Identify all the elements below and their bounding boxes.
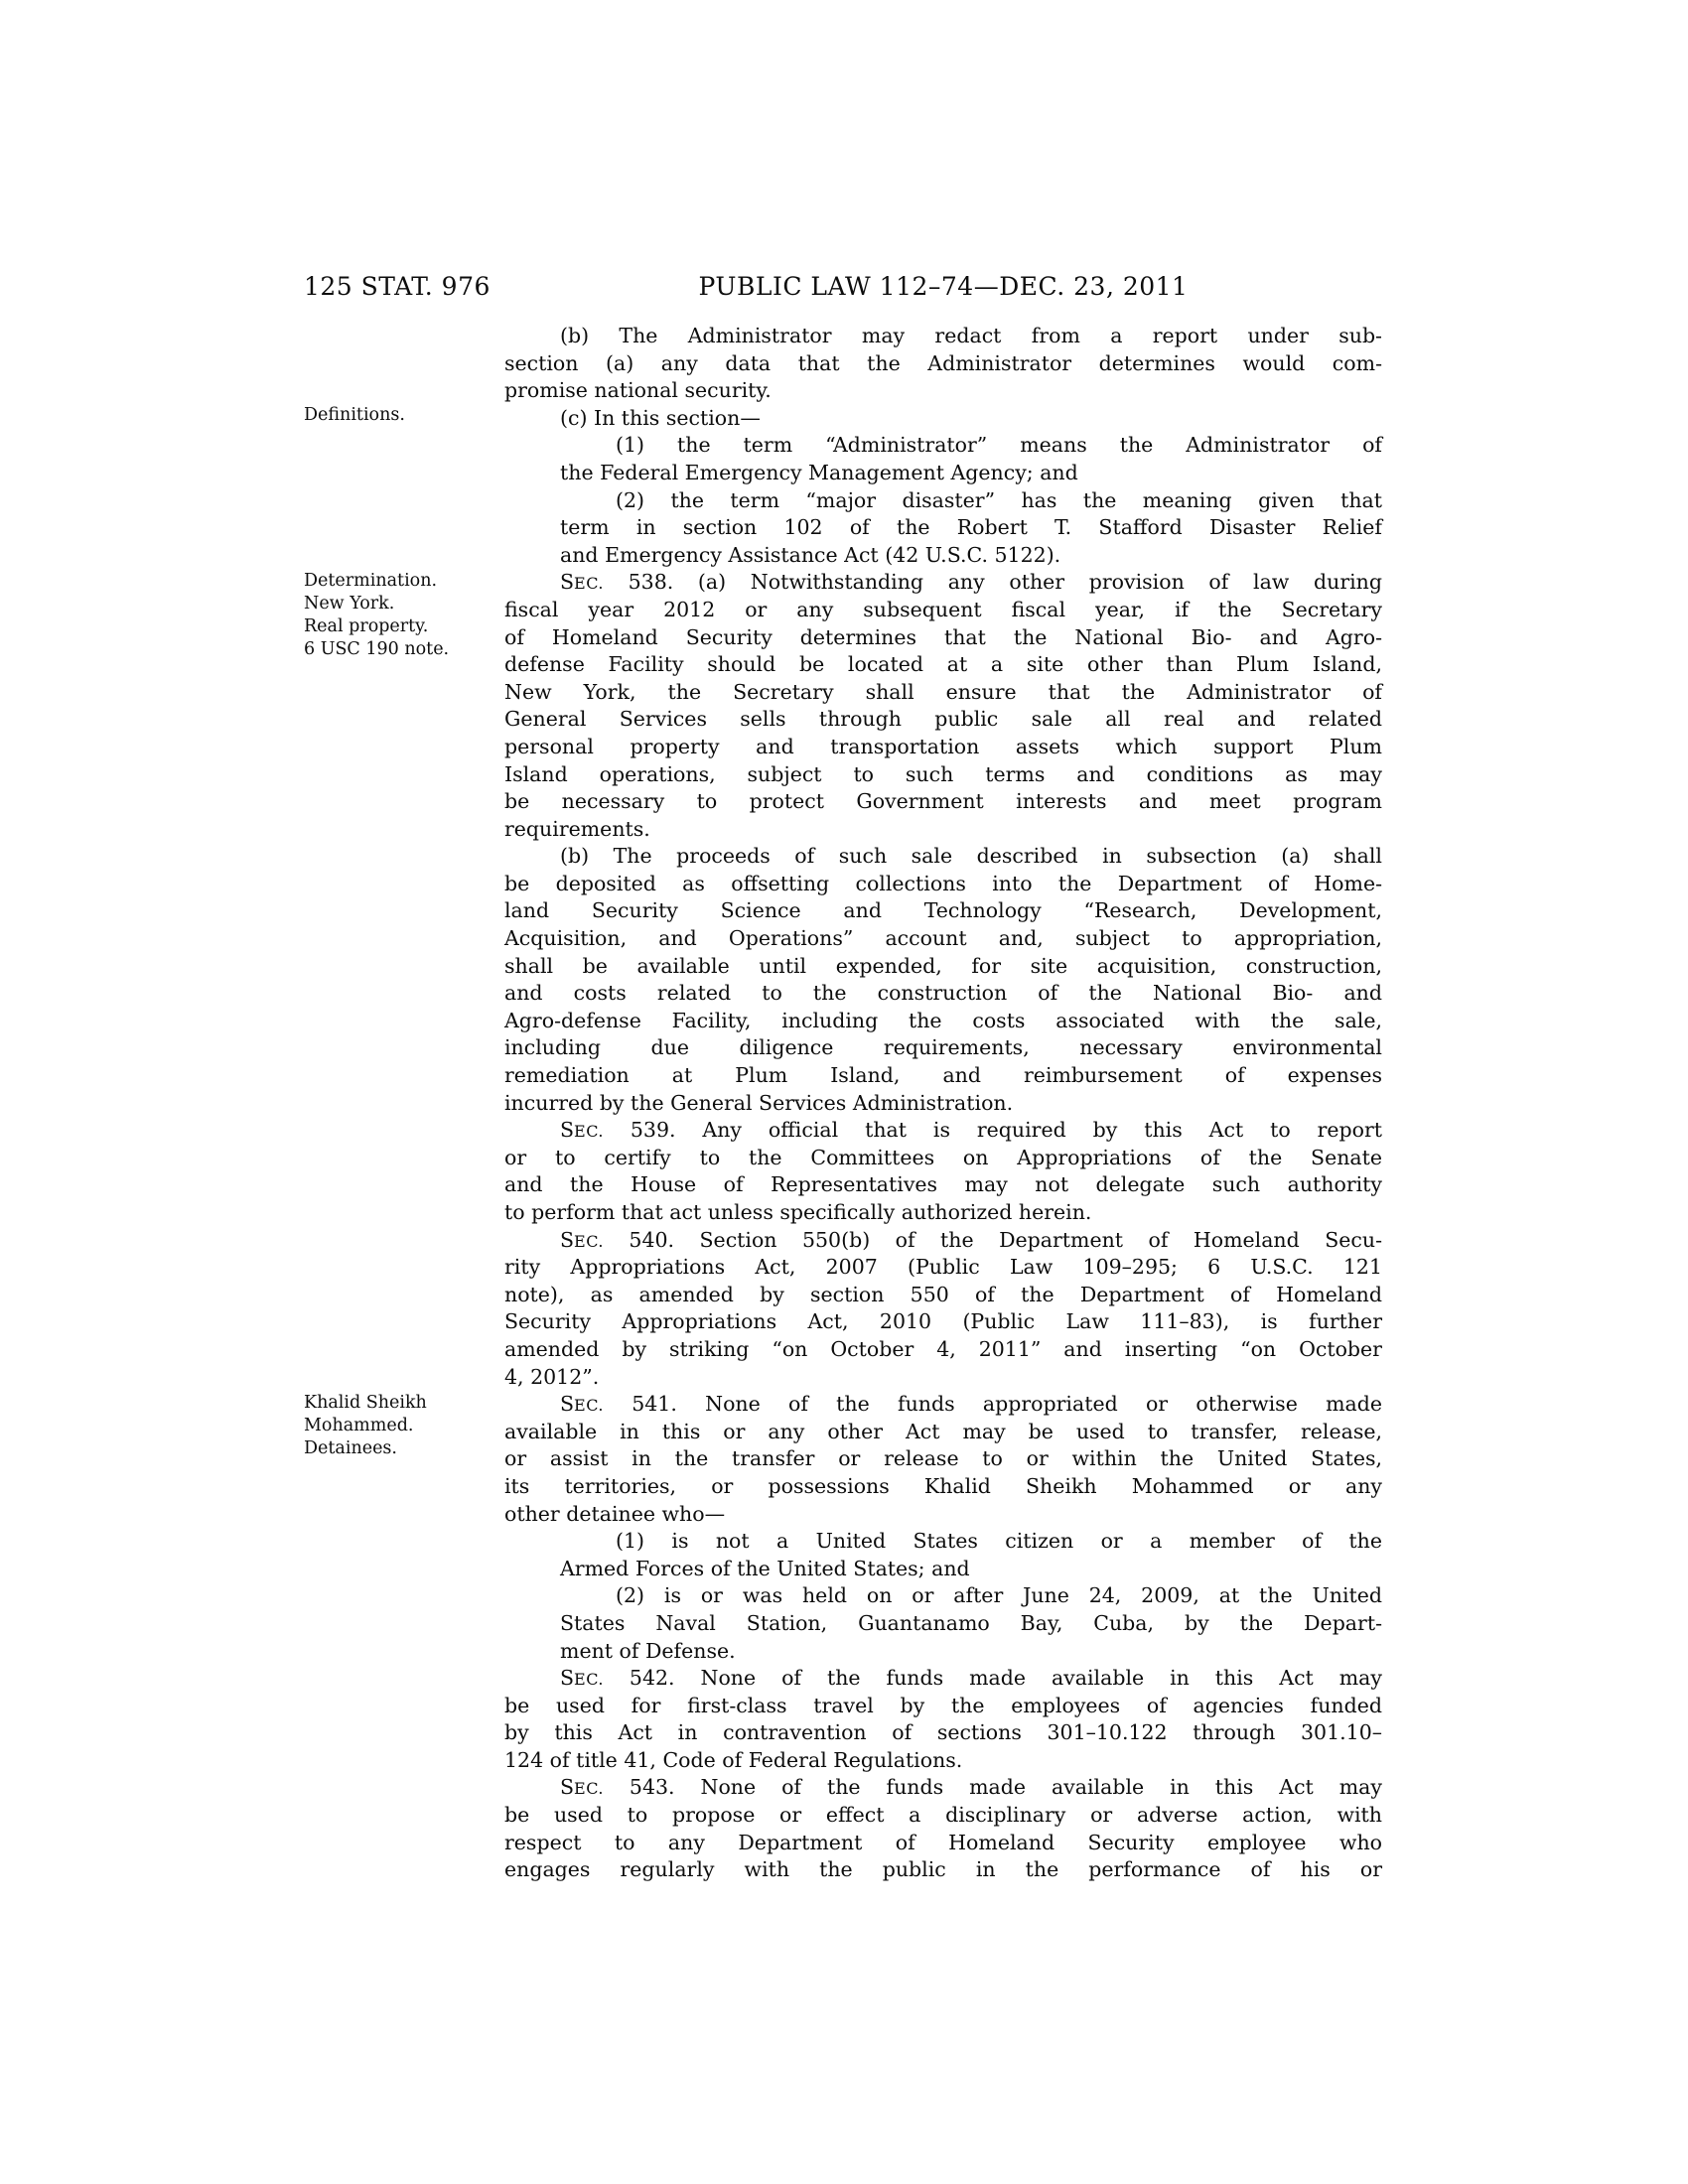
text-line: rity Appropriations Act, 2007 (Public Law 109–295; 6 U.S.C. 121 xyxy=(504,1255,1382,1280)
margin-note-line: Khalid Sheikh xyxy=(304,1393,427,1413)
section-label: EC. xyxy=(574,574,604,594)
text-line: Armed Forces of the United States; and xyxy=(560,1556,970,1580)
text-line: SEC. 538. (a) Notwithstanding any other provision of law during xyxy=(560,570,1382,595)
text-line: New York, the Secretary shall ensure that the Administrator of xyxy=(504,679,1382,704)
text-line: (1) is not a United States citizen or a member of the xyxy=(616,1529,1382,1554)
text-line: (b) The proceeds of such sale described in subsection (a) shall xyxy=(560,844,1382,869)
margin-note-determination xyxy=(304,570,497,661)
text-line: by this Act in contravention of sections 301–10.122 through 301.10– xyxy=(504,1720,1382,1745)
text-line: shall be available until expended, for site acquisition, construction, xyxy=(504,953,1382,978)
text-line: respect to any Department of Homeland Security employee who xyxy=(504,1830,1382,1854)
text-line: (1) the term “Administrator” means the Administrator of xyxy=(616,433,1382,458)
text-line: section (a) any data that the Administrator determines would com- xyxy=(504,350,1382,375)
text-line: SEC. 542. None of the funds made available in this Act may xyxy=(560,1666,1382,1691)
text-line: Acquisition, and Operations” account and, subject to appropriation, xyxy=(504,926,1382,951)
text-line: incurred by the General Services Administration. xyxy=(504,1090,1014,1115)
text-line: personal property and transportation assets which support Plum xyxy=(504,734,1382,758)
margin-note-line: Mohammed. xyxy=(304,1416,414,1435)
text-line: General Services sells through public sale all real and related xyxy=(504,707,1382,732)
section-label: EC. xyxy=(574,1779,604,1799)
text-line: requirements. xyxy=(504,816,650,841)
text-line: other detainee who— xyxy=(504,1501,726,1526)
text-line: including due diligence requirements, necessary environmental xyxy=(504,1035,1382,1060)
text-line: remediation at Plum Island, and reimbursement of expenses xyxy=(504,1063,1382,1088)
text-line: and the House of Representatives may not delegate such authority xyxy=(504,1172,1382,1197)
text-line: be used to propose or effect a disciplinary or adverse action, with xyxy=(504,1803,1382,1828)
text-line: be used for first-class travel by the employees of agencies funded xyxy=(504,1693,1382,1717)
section-label: EC. xyxy=(574,1670,604,1690)
body-text xyxy=(504,323,1382,1884)
text-line: engages regularly with the public in the performance of his or xyxy=(504,1857,1382,1882)
text-line: SEC. 543. None of the funds made available in this Act may xyxy=(560,1775,1382,1800)
text-line: and Emergency Assistance Act (42 U.S.C. 5122). xyxy=(560,542,1061,567)
text-line: Agro-defense Facility, including the costs associated with the sale, xyxy=(504,1008,1382,1032)
text-line: ment of Defense. xyxy=(560,1638,736,1663)
margin-note-khalid xyxy=(304,1392,497,1460)
section-label: EC. xyxy=(574,1231,604,1251)
section-label: EC. xyxy=(574,1396,604,1416)
margin-note-line: Definitions. xyxy=(304,405,405,425)
margin-note-line: Detainees. xyxy=(304,1438,397,1458)
text-line: to perform that act unless specifically authorized herein. xyxy=(504,1200,1092,1224)
text-line: term in section 102 of the Robert T. Stafford Disaster Relief xyxy=(560,515,1382,540)
page-law-title: PUBLIC LAW 112–74—DEC. 23, 2011 xyxy=(698,272,1189,301)
text-line: SEC. 539. Any official that is required by this Act to report xyxy=(560,1118,1382,1143)
text-line: promise national security. xyxy=(504,378,772,403)
text-line: its territories, or possessions Khalid Sheikh Mohammed or any xyxy=(504,1473,1382,1498)
text-line: fiscal year 2012 or any subsequent fiscal year, if the Secretary xyxy=(504,597,1382,621)
text-line: 124 of title 41, Code of Federal Regulations. xyxy=(504,1747,963,1772)
margin-note-line: 6 USC 190 note. xyxy=(304,639,450,659)
text-line: the Federal Emergency Management Agency; and xyxy=(560,460,1078,484)
text-line: States Naval Station, Guantanamo Bay, Cuba, by the Depart- xyxy=(560,1610,1382,1635)
text-line: 4, 2012”. xyxy=(504,1364,600,1389)
text-line: defense Facility should be located at a site other than Plum Island, xyxy=(504,652,1382,677)
page-stat-number: 125 STAT. 976 xyxy=(304,272,491,301)
text-line: be deposited as offsetting collections into the Department of Home- xyxy=(504,871,1382,895)
text-line: or to certify to the Committees on Appropriations of the Senate xyxy=(504,1145,1382,1169)
text-line: be necessary to protect Government interests and meet program xyxy=(504,789,1382,814)
text-line: SEC. 540. Section 550(b) of the Department of Homeland Secu- xyxy=(560,1227,1382,1252)
section-label: EC. xyxy=(574,1122,604,1142)
text-line: or assist in the transfer or release to or within the United States, xyxy=(504,1446,1382,1471)
text-line: Security Appropriations Act, 2010 (Public Law 111–83), is further xyxy=(504,1309,1382,1334)
margin-note-line: Real property. xyxy=(304,616,429,636)
margin-note-line: New York. xyxy=(304,594,395,614)
text-line: (2) is or was held on or after June 24, 2009, at the United xyxy=(616,1583,1382,1608)
text-line: Island operations, subject to such terms and conditions as may xyxy=(504,761,1382,786)
text-line: SEC. 541. None of the funds appropriated or otherwise made xyxy=(560,1392,1382,1417)
text-line: available in this or any other Act may be used to transfer, release, xyxy=(504,1419,1382,1443)
text-line: note), as amended by section 550 of the Department of Homeland xyxy=(504,1282,1382,1306)
margin-note-definitions xyxy=(304,404,497,427)
text-line: amended by striking “on October 4, 2011” and inserting “on October xyxy=(504,1336,1382,1361)
text-line: (2) the term “major disaster” has the meaning given that xyxy=(616,487,1382,512)
text-line: land Security Science and Technology “Research, Development, xyxy=(504,898,1382,923)
text-line: (b) The Administrator may redact from a report under sub- xyxy=(560,324,1382,347)
margin-note-line: Determination. xyxy=(304,571,438,591)
text-line: of Homeland Security determines that the National Bio- and Agro- xyxy=(504,624,1382,649)
text-line: and costs related to the construction of the National Bio- and xyxy=(504,981,1382,1006)
text-line: (c) In this section— xyxy=(560,405,761,430)
